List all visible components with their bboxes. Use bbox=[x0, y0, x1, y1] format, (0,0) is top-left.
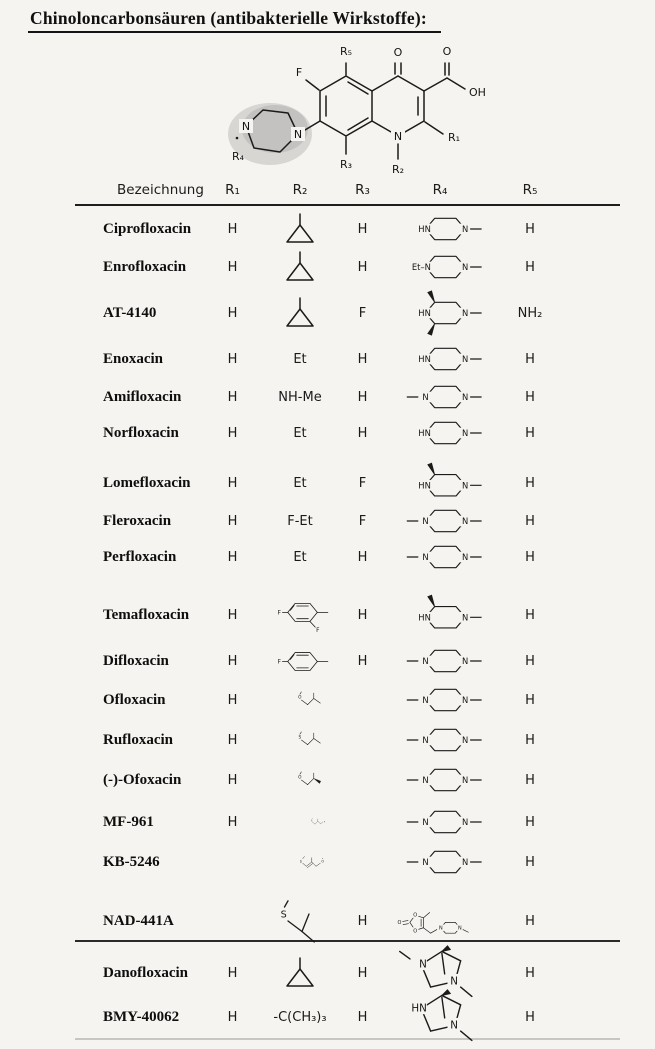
cell-r1: H bbox=[227, 221, 238, 237]
cell-r5: H bbox=[525, 259, 535, 275]
cell-r2: Et bbox=[293, 351, 307, 367]
svg-text:HN: HN bbox=[418, 612, 431, 623]
compound-name: Temafloxacin bbox=[103, 606, 190, 623]
svg-text:F: F bbox=[316, 627, 320, 634]
compound-name: Danofloxacin bbox=[103, 964, 189, 981]
cell-r5: H bbox=[525, 475, 535, 491]
table-row bbox=[75, 756, 620, 798]
svg-text:N: N bbox=[462, 612, 469, 623]
svg-text:N: N bbox=[462, 656, 469, 667]
svg-text:N: N bbox=[462, 857, 469, 868]
cell-r5: H bbox=[525, 772, 535, 788]
table-row bbox=[75, 206, 620, 244]
svg-text:N: N bbox=[422, 775, 429, 786]
svg-text:O: O bbox=[413, 912, 418, 919]
structure-cyclopropyl bbox=[278, 212, 322, 246]
svg-text:F: F bbox=[277, 610, 281, 617]
compound-name: Rufloxacin bbox=[103, 731, 174, 748]
structure-cyclopropyl bbox=[278, 250, 322, 284]
compound-name: Enoxacin bbox=[103, 350, 164, 367]
cell-r1: H bbox=[227, 653, 238, 669]
svg-text:F: F bbox=[323, 821, 325, 824]
table-body-main bbox=[75, 206, 620, 940]
cell-r1: H bbox=[227, 965, 238, 981]
compound-name: Difloxacin bbox=[103, 652, 169, 669]
cell-r5: H bbox=[525, 351, 535, 367]
cell-r5: H bbox=[525, 425, 535, 441]
cell-r5: H bbox=[525, 221, 535, 237]
cell-r2: F-Et bbox=[287, 513, 313, 529]
cell-r1: H bbox=[227, 513, 238, 529]
compound-name: Perfloxacin bbox=[103, 548, 177, 565]
cell-r5: H bbox=[525, 854, 535, 870]
cell-r2 bbox=[270, 839, 330, 885]
table-row bbox=[75, 456, 620, 498]
cell-r4 bbox=[395, 410, 485, 456]
svg-text:HN: HN bbox=[418, 354, 431, 365]
svg-text:S: S bbox=[280, 909, 287, 921]
compound-name: BMY-40062 bbox=[103, 1008, 180, 1025]
cell-r4 bbox=[395, 282, 485, 344]
svg-text:O: O bbox=[298, 775, 302, 781]
cell-r5: H bbox=[525, 513, 535, 529]
svg-text:F: F bbox=[295, 66, 303, 79]
svg-text:N: N bbox=[422, 552, 429, 563]
svg-text:S: S bbox=[311, 820, 313, 823]
table-row bbox=[75, 336, 620, 374]
table-row bbox=[75, 580, 620, 632]
cell-r2 bbox=[270, 296, 330, 330]
table-row bbox=[75, 498, 620, 534]
cell-r5: H bbox=[525, 913, 535, 929]
cell-r1: H bbox=[227, 1009, 238, 1025]
structure-piperazine bbox=[395, 839, 485, 885]
svg-text:HN: HN bbox=[418, 428, 431, 439]
svg-text:HN: HN bbox=[418, 224, 431, 235]
structure-cyclopropyl bbox=[278, 296, 322, 330]
table-body-bottom bbox=[75, 942, 620, 1030]
svg-text:N: N bbox=[422, 656, 429, 667]
table-row bbox=[75, 886, 620, 940]
cell-r3: H bbox=[357, 653, 368, 669]
svg-text:N: N bbox=[462, 735, 469, 746]
compound-name: Lomefloxacin bbox=[103, 474, 191, 491]
cell-r2 bbox=[270, 250, 330, 284]
svg-text:N: N bbox=[422, 516, 429, 527]
svg-text:N: N bbox=[462, 775, 469, 786]
cell-r5: H bbox=[525, 389, 535, 405]
cell-r1: H bbox=[227, 772, 238, 788]
cell-r3: H bbox=[357, 221, 368, 237]
cell-r3: F bbox=[358, 305, 367, 321]
svg-text:N: N bbox=[422, 817, 429, 828]
cell-r3: H bbox=[357, 549, 368, 565]
structure-s-isopropyl bbox=[274, 893, 330, 949]
svg-text:N: N bbox=[462, 392, 469, 403]
cell-r5: H bbox=[525, 1009, 535, 1025]
svg-text:N: N bbox=[462, 695, 469, 706]
table-row bbox=[75, 534, 620, 580]
svg-text:N: N bbox=[422, 857, 429, 868]
cell-r3: H bbox=[357, 607, 368, 623]
bottom-rule bbox=[75, 1038, 620, 1040]
cell-r5: H bbox=[525, 607, 535, 623]
table-header-row bbox=[75, 176, 620, 204]
table-row bbox=[75, 244, 620, 282]
svg-text:N: N bbox=[450, 1019, 458, 1032]
column-header-bezeichnung: Bezeichnung bbox=[117, 182, 204, 198]
cell-r4 bbox=[395, 534, 485, 580]
svg-text:N: N bbox=[462, 516, 469, 527]
svg-text:R₃: R₃ bbox=[339, 158, 353, 171]
cell-r1: H bbox=[227, 389, 238, 405]
svg-text:N: N bbox=[422, 735, 429, 746]
structure-piperazine bbox=[395, 534, 485, 580]
cell-r1: H bbox=[227, 607, 238, 623]
compound-name: Ciprofloxacin bbox=[103, 220, 192, 237]
cell-r2 bbox=[270, 756, 330, 804]
svg-text:R₁: R₁ bbox=[447, 131, 461, 144]
table-row bbox=[75, 942, 620, 986]
svg-text:O: O bbox=[393, 46, 403, 59]
structure-cyclopropyl bbox=[278, 956, 322, 990]
cell-r1: H bbox=[227, 692, 238, 708]
table-row bbox=[75, 676, 620, 716]
structure-alkoxy-bridge bbox=[296, 756, 330, 804]
cell-r1: H bbox=[227, 351, 238, 367]
svg-text:N: N bbox=[419, 958, 427, 971]
table-row bbox=[75, 410, 620, 456]
svg-text:R₅: R₅ bbox=[339, 45, 353, 58]
compound-name: NAD-441A bbox=[103, 912, 174, 929]
table-row bbox=[75, 632, 620, 676]
cell-r3: H bbox=[357, 1009, 368, 1025]
cell-r5: H bbox=[525, 732, 535, 748]
cell-r3: H bbox=[357, 965, 368, 981]
svg-text:HN: HN bbox=[418, 308, 431, 319]
cell-r5: H bbox=[525, 549, 535, 565]
svg-text:N: N bbox=[462, 262, 469, 273]
structure-diazabicyclo bbox=[395, 986, 485, 1048]
cell-r1: H bbox=[227, 425, 238, 441]
table-row bbox=[75, 716, 620, 756]
substituent-table bbox=[75, 176, 620, 1040]
svg-text:O: O bbox=[442, 45, 452, 58]
compound-name: Ofloxacin bbox=[103, 691, 166, 708]
table-row bbox=[75, 986, 620, 1030]
cell-r4 bbox=[395, 986, 485, 1048]
compound-name: (-)-Ofoxacin bbox=[103, 771, 182, 788]
table-row bbox=[75, 838, 620, 886]
svg-text:OH: OH bbox=[469, 86, 486, 99]
column-header-r3: R₃ bbox=[355, 182, 370, 198]
svg-text:N: N bbox=[457, 925, 462, 932]
cell-r4 bbox=[395, 588, 485, 642]
cell-r1: H bbox=[227, 549, 238, 565]
table-row bbox=[75, 282, 620, 336]
svg-text:S: S bbox=[299, 859, 302, 864]
svg-text:F: F bbox=[277, 659, 281, 666]
cell-r2: Et bbox=[293, 549, 307, 565]
structure-piperazine bbox=[395, 757, 485, 803]
column-header-r2: R₂ bbox=[292, 182, 308, 198]
cell-r1: H bbox=[227, 475, 238, 491]
cell-r1: H bbox=[227, 814, 238, 830]
cell-r5: H bbox=[525, 653, 535, 669]
cell-r2: Et bbox=[293, 475, 307, 491]
compound-name: MF-961 bbox=[103, 813, 154, 830]
svg-text:N: N bbox=[422, 392, 429, 403]
cell-r3: H bbox=[357, 913, 368, 929]
structure-piperazine bbox=[395, 282, 485, 344]
svg-text:N: N bbox=[439, 925, 443, 932]
cell-r2: Et bbox=[293, 425, 307, 441]
compound-name: AT-4140 bbox=[103, 304, 157, 321]
cell-r1: H bbox=[227, 259, 238, 275]
svg-text:Et–N: Et–N bbox=[411, 262, 431, 273]
cell-r3: H bbox=[357, 351, 368, 367]
svg-text:N: N bbox=[462, 817, 469, 828]
cell-r5: H bbox=[525, 814, 535, 830]
svg-text:HN: HN bbox=[411, 1002, 427, 1015]
cell-r5: H bbox=[525, 692, 535, 708]
svg-text:S: S bbox=[298, 735, 302, 741]
svg-text:N: N bbox=[422, 695, 429, 706]
svg-text:N: N bbox=[450, 975, 458, 988]
compound-name: KB-5246 bbox=[103, 853, 160, 870]
compound-name: Fleroxacin bbox=[103, 512, 172, 529]
svg-text:N: N bbox=[462, 480, 469, 491]
structure-piperazine bbox=[395, 410, 485, 456]
cell-r5: NH₂ bbox=[517, 305, 543, 321]
column-header-r4: R₄ bbox=[432, 182, 448, 198]
cell-r3: F bbox=[358, 513, 367, 529]
cell-r5: H bbox=[525, 965, 535, 981]
cell-r2: NH-Me bbox=[278, 389, 322, 405]
cell-r4 bbox=[395, 839, 485, 885]
cell-r3: H bbox=[357, 389, 368, 405]
svg-text:O: O bbox=[321, 859, 325, 864]
column-header-r1: R₁ bbox=[225, 182, 240, 198]
svg-text:N: N bbox=[462, 428, 469, 439]
cell-r3: H bbox=[357, 259, 368, 275]
svg-text:N: N bbox=[293, 128, 303, 141]
cell-r2 bbox=[270, 212, 330, 246]
cell-r3: H bbox=[357, 425, 368, 441]
cell-r2 bbox=[270, 956, 330, 990]
cell-r4 bbox=[395, 757, 485, 803]
column-header-r5: R₅ bbox=[522, 182, 538, 198]
structure-piperazine bbox=[395, 588, 485, 642]
svg-text:O: O bbox=[397, 920, 402, 927]
table-row bbox=[75, 374, 620, 410]
svg-text:N: N bbox=[462, 308, 469, 319]
svg-text:N: N bbox=[462, 552, 469, 563]
cell-r1: H bbox=[227, 732, 238, 748]
cell-r2 bbox=[270, 893, 330, 949]
cell-r3: F bbox=[358, 475, 367, 491]
svg-text:N: N bbox=[462, 224, 469, 235]
svg-text:N: N bbox=[393, 130, 403, 143]
svg-text:R₄: R₄ bbox=[231, 150, 245, 163]
svg-text:O: O bbox=[298, 695, 302, 701]
svg-text:O: O bbox=[413, 928, 418, 935]
compound-name: Enrofloxacin bbox=[103, 258, 187, 275]
quinolone-core-structure bbox=[226, 18, 488, 176]
cell-r1: H bbox=[227, 305, 238, 321]
svg-text:R₂: R₂ bbox=[391, 163, 405, 176]
svg-text:N: N bbox=[462, 354, 469, 365]
svg-text:N: N bbox=[241, 120, 251, 133]
core-structure-svg bbox=[226, 18, 488, 176]
compound-name: Amifloxacin bbox=[103, 388, 182, 405]
structure-thioenol-bridge bbox=[296, 839, 330, 885]
svg-text:HN: HN bbox=[418, 480, 431, 491]
cell-r2: -C(CH₃)₃ bbox=[273, 1009, 327, 1025]
compound-name: Norfloxacin bbox=[103, 424, 179, 441]
page-title: Chinoloncarbonsäuren (antibakterielle Wirkstoffe): bbox=[28, 8, 441, 33]
table-row bbox=[75, 798, 620, 838]
